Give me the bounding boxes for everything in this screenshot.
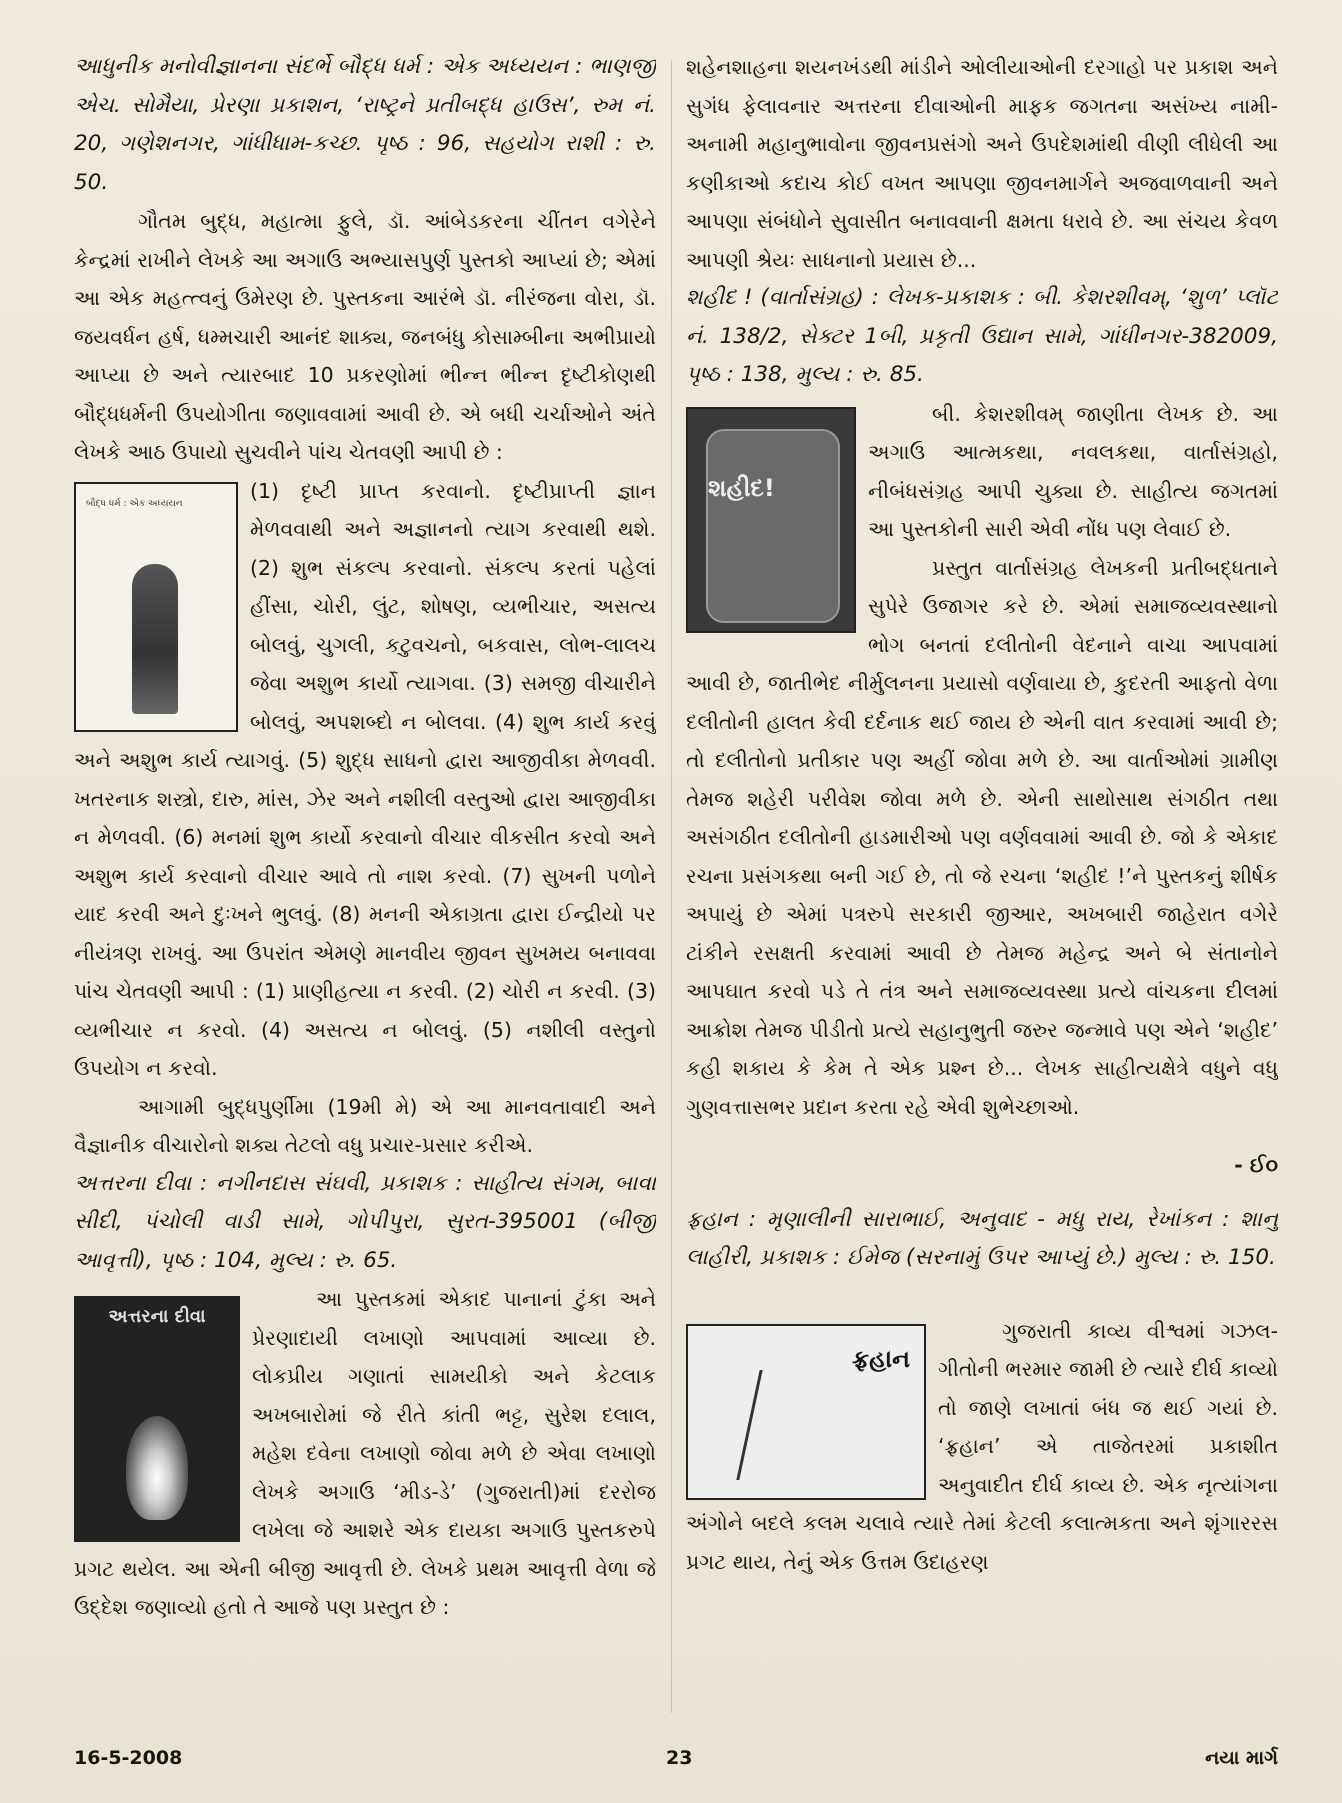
issue-date: 16-5-2008	[74, 1747, 183, 1769]
paragraph: શહેનશાહના શયનખંડથી માંડીને ઓલીયાઓની દરગાહો પર પ્રકાશ અને સુગંધ ફેલાવનાર અત્તરના દીવાઓની માફક જગતના અસંખ્ય નામી-અનામી મહાનુભાવોના જીવનપ્રસંગો અને ઉપદેશમાંથી વીણી લીધેલી આ કણીકાઓ કદાચ કોઈ વખત આપણા જીવનમાર્ગને અજવાળવાની અને આપણા સંબંધોને સુવાસીત બનાવવાની ક્ષમતા ધરાવે છે. આ સંચય કેવળ આપણી શ્રેયઃ સાધનાનો પ્રયાસ છે...	[686, 55, 1278, 272]
review-heading-buddhism: આધુનીક મનોવીજ્ઞાનના સંદર્ભે બૌદ્ધ ધર્મ : એક અધ્યયન : ભાણજી એચ. સોમૈયા, પ્રેરણા પ્રકાશન, ‘રાષ્ટ્રને પ્રતીબદ્ધ હાઉસ’, રુમ નં. 20, ગણેશનગર, ગાંધીધામ-કચ્છ. પૃષ્ઠ : 96, સહયોગ રાશી : રુ. 50.	[74, 54, 656, 195]
book-cover-buddhism	[74, 482, 238, 732]
book-cover-shahid	[686, 407, 856, 633]
book-cover-title: શહીદ!	[708, 473, 775, 502]
review-heading-frahan: ફ્રહાન : મૃણાલીની સારાભાઈ, અનુવાદ - મધુ રાય, રેખાંકન : શાનુ લાહીરી, પ્રકાશક : ઈમેજ (સરનામું ઉપર આપ્યું છે.) મુલ્ય : રુ. 150.	[686, 1206, 1278, 1270]
paragraph: પ્રસ્તુત વાર્તાસંગ્રહ લેખકની પ્રતીબદ્ધતાને સુપેરે ઉજાગર કરે છે. એમાં સમાજવ્યવસ્થાનો ભોગ બનતાં દલીતોની વેદનાને વાચા આપવામાં આવી છે, જાતીભેદ નીર્મુલનના પ્રયાસો વર્ણવાયા છે, કુદરતી આફતો વેળા દલીતોની હાલત કેવી દર્દનાક થઈ જાય છે એની વાત કરવામાં આવી છે; તો દલીતોનો પ્રતીકાર પણ અહીં જોવા મળે છે. આ વાર્તાઓમાં ગ્રામીણ તેમજ શહેરી પરીવેશ જોવા મળે છે. એની સાથોસાથ સંગઠીત તથા અસંગઠીત દલીતોની હાડમારીઓ પણ વર્ણવવામાં આવી છે. જો કે એકાદ રચના પ્રસંગકથા બની ગઈ છે, તો જે રચના ‘શહીદ !’ને પુસ્તકનું શીર્ષક અપાયું છે એમાં પત્રરુપે સરકારી જીઆર, અખબારી જાહેરાત વગેરે ટાંકીને રસક્ષતી કરવામાં આવી છે તેમજ મહેન્દ્ર અને બે સંતાનોને આપઘાત કરવો પડે તે તંત્ર અને સમાજવ્યવસ્થા પ્રત્યે વાંચકના દીલમાં આક્રોશ તેમજ પીડીતો પ્રત્યે સહાનુભુતી જરુર જન્માવે પણ એને ‘શહીદ’ કહી શકાય કે કેમ તે એક પ્રશ્ન છે... લેખક સાહીત્યક્ષેત્રે વધુને વધુ ગુણવત્તાસભર પ્રદાન કરતા રહે એવી શુભેચ્છાઓ.	[686, 555, 1278, 1119]
buddha-statue-image	[132, 564, 178, 714]
paragraph: (1) દૃષ્ટી પ્રાપ્ત કરવાનો. દૃષ્ટીપ્રાપ્તી જ્ઞાન મેળવવાથી અને અજ્ઞાનનો ત્યાગ કરવાથી થશે. (2) શુભ સંકલ્પ કરવાનો. સંકલ્પ કરતાં પહેલાં હીંસા, ચોરી, લુંટ, શોષણ, વ્યભીચાર, અસત્ય બોલવું, ચુગલી, કટુવચનો, બકવાસ, લોભ-લાલચ જેવા અશુભ કાર્યો ત્યાગવા. (3) સમજી વીચારીને બોલવું, અપશબ્દો ન બોલવા. (4) શુભ કાર્ય કરવું અને અશુભ કાર્ય ત્યાગવું. (5) શુદ્ધ સાધનો દ્વારા આજીવીકા મેળવવી. ખતરનાક શસ્ત્રો, દારુ, માંસ, ઝેર અને નશીલી વસ્તુઓ દ્વારા આજીવીકા ન મેળવવી. (6) મનમાં શુભ કાર્યો કરવાનો વીચાર વીકસીત કરવો અને અશુભ કાર્ય કરવાનો વીચાર આવે તો નાશ કરવો. (7) સુખની પળોને યાદ કરવી અને દુઃખને ભુલવું. (8) મનની એકાગ્રતા દ્વારા ઈન્દ્રીયો પર નીયંત્રણ રાખવું. આ ઉપરાંત એમણે માનવીય જીવન સુખમય બનાવવા પાંચ ચેતવણી આપી : (1) પ્રાણીહત્યા ન કરવી. (2) ચોરી ન કરવી. (3) વ્યભીચાર ન કરવો. (4) અસત્ય ન બોલવું. (5) નશીલી વસ્તુનો ઉપયોગ ન કરવો.	[74, 478, 656, 1080]
dancer-sketch-image	[736, 1370, 822, 1480]
paragraph: આગામી બુદ્ધપુર્ણીમા (19મી મે) એ આ માનવતાવાદી અને વૈજ્ઞાનીક વીચારોનો શક્ય તેટલો વધુ પ્રચાર-પ્રસાર કરીએ.	[74, 1094, 656, 1157]
lamp-flame-image	[126, 1416, 188, 1520]
spacer	[686, 1278, 1278, 1312]
magazine-name: નયા માર્ગ	[1205, 1747, 1278, 1769]
book-cover-title: ફ્રહાન	[852, 1344, 910, 1373]
paragraph: ગુજરાતી કાવ્ય વીશ્વમાં ગઝલ-ગીતોની ભરમાર જામી છે ત્યારે દીર્ઘ કાવ્યો તો જાણે લખાતાં બંધ જ થઈ ગયાં છે. ‘ફ્રહાન’ એ તાજેતરમાં પ્રકાશીત અનુવાદીત દીર્ઘ કાવ્ય છે. એક નૃત્યાંગના અંગોને બદલે કલમ ચલાવે ત્યારે તેમાં કેટલી કલાત્મકતા અને શૃંગારરસ પ્રગટ થાય, તેનું એક ઉત્તમ ઉદાહરણ	[686, 1318, 1278, 1574]
left-column	[74, 48, 656, 1725]
book-cover-caption: બૌદ્ધ ધર્મ : એક અધ્યયન	[86, 498, 183, 509]
paragraph: બી. કેશરશીવમ્ જાણીતા લેખક છે. આ અગાઉ આત્મકથા, નવલકથા, વાર્તાસંગ્રહો, નીબંધસંગ્રહ આપી ચુક્યા છે. સાહીત્ય જગતમાં આ પુસ્તકોની સારી એવી નોંધ પણ લેવાઈ છે.	[868, 401, 1278, 541]
jar-illustration	[706, 429, 840, 623]
page-footer	[74, 1747, 1278, 1781]
column-divider	[671, 60, 672, 1713]
page-number: 23	[666, 1747, 693, 1769]
review-heading-shahid: શહીદ ! (વાર્તાસંગ્રહ) : લેખક-પ્રકાશક : બી. કેશરશીવમ્, ‘શુળ’ પ્લૉટ નં. 138/2, સેક્ટર 1બી, પ્રકૃતી ઉદ્યાન સામે, ગાંધીનગર-382009, પૃષ્ઠ : 138, મુલ્ય : રુ. 85.	[686, 285, 1278, 387]
reviewer-signature: - ઈ૦	[1234, 1153, 1278, 1177]
review-heading-attar: અત્તરના દીવા : નગીનદાસ સંઘવી, પ્રકાશક : સાહીત્ય સંગમ, બાવા સીદી, પંચોલી વાડી સામે, ગોપીપુરા, સુરત-395001 (બીજી આવૃત્તી), પૃષ્ઠ : 104, મુલ્ય : રુ. 65.	[74, 1170, 656, 1273]
book-cover-title: અત્તરના દીવા	[108, 1306, 206, 1327]
paragraph: આ પુસ્તકમાં એકાદ પાનાનાં ટુંકા અને પ્રેરણાદાયી લખાણો આપવામાં આવ્યા છે. લોકપ્રીય ગણાતાં સામયીકો અને કેટલાક અખબારોમાં જે રીતે કાંતી ભટ્ટ, સુરેશ દલાલ, મહેશ દવેના લખાણો જોવા મળે છે એવા લખાણો લેખકે અગાઉ ‘મીડ-ડે’ (ગુજરાતી)માં દરરોજ લખેલા જે આશરે એક દાયકા અગાઉ પુસ્તકરુપે પ્રગટ થયેલ. આ એની બીજી આવૃત્તી છે. લેખકે પ્રથમ આવૃત્તી વેળા જે ઉદ્દેશ જણાવ્યો હતો તે આજે પણ પ્રસ્તુત છે :	[74, 1287, 656, 1619]
book-cover-frahan	[686, 1324, 926, 1500]
book-cover-attar	[74, 1296, 240, 1542]
right-column	[686, 48, 1278, 1725]
paragraph: ગૌતમ બુદ્ધ, મહાત્મા ફુલે, ડૉ. આંબેડકરના ચીંતન વગેરેને કેન્દ્રમાં રાખીને લેખકે આ અગાઉ અભ્યાસપુર્ણ પુસ્તકો આપ્યાં છે; એમાં આ એક મહત્ત્વનું ઉમેરણ છે. પુસ્તકના આરંભે ડૉ. નીરંજના વોરા, ડૉ. જયવર્ધન હર્ષ, ધમ્મચારી આનંદ શાક્ય, જનબંધુ કોસામ્બીના અભીપ્રાયો આપ્યા છે અને ત્યારબાદ 10 પ્રકરણોમાં ભીન્ન ભીન્ન દૃષ્ટીકોણથી બૌદ્ધધર્મની ઉપયોગીતા જણાવવામાં આવી છે. એ બધી ચર્ચાઓને અંતે લેખકે આઠ ઉપાયો સુચવીને પાંચ ચેતવણી આપી છે :	[74, 209, 656, 464]
